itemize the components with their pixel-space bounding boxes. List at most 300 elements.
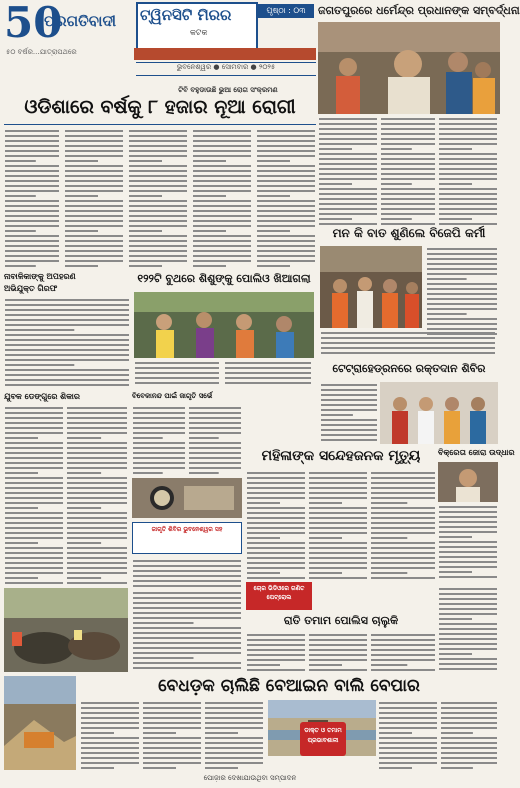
text-line [439, 618, 472, 620]
text-line [5, 527, 63, 529]
text-line [381, 168, 435, 170]
top-right-photo [318, 22, 500, 114]
text-line [67, 567, 127, 569]
text-line [129, 255, 187, 257]
text-line [371, 572, 407, 574]
text-line [309, 572, 342, 574]
text-line [193, 190, 251, 192]
text-line [205, 742, 263, 744]
text-line [67, 452, 127, 454]
text-line [5, 235, 59, 237]
text-line [441, 752, 497, 754]
text-line [439, 516, 497, 518]
text-line [193, 230, 226, 232]
kidnap-subkicker: ଅଭିଯୁକ୍ତ ଗିରଫ [4, 284, 58, 293]
body-text-lines [132, 405, 186, 475]
text-line [441, 762, 497, 764]
text-line [65, 185, 123, 187]
text-line [81, 742, 139, 744]
text-line [371, 492, 435, 494]
anniversary-logo: 50 [4, 0, 63, 47]
text-line [247, 502, 280, 504]
text-line [309, 649, 367, 651]
text-line [65, 140, 123, 142]
text-line [5, 354, 129, 356]
text-line [5, 567, 63, 569]
text-line [133, 407, 185, 409]
text-line [135, 372, 219, 374]
sand-photo [4, 676, 76, 770]
text-line [257, 135, 315, 137]
text-line [5, 150, 59, 152]
text-line [5, 319, 129, 321]
text-line [441, 767, 473, 769]
text-line [427, 288, 497, 290]
masthead-banner-strip [134, 48, 316, 60]
text-line [257, 265, 290, 267]
text-line [189, 462, 241, 464]
body-text-lines [132, 558, 242, 588]
dial-photo-graphic [132, 478, 242, 518]
text-line [371, 522, 435, 524]
text-line [133, 452, 185, 454]
text-line [257, 145, 315, 147]
text-line [257, 150, 315, 152]
text-line [439, 628, 497, 630]
text-line [381, 188, 435, 190]
text-line [65, 240, 123, 242]
text-line [371, 659, 435, 661]
text-line [427, 263, 497, 265]
text-line [5, 359, 129, 361]
text-line [5, 145, 59, 147]
text-line [5, 299, 129, 301]
text-line [193, 255, 251, 257]
body-text-lines [318, 116, 378, 226]
text-line [143, 722, 201, 724]
text-line [133, 632, 241, 634]
text-line [5, 482, 63, 484]
text-line [5, 215, 59, 217]
text-line [205, 707, 263, 709]
text-line [371, 487, 435, 489]
text-line [65, 150, 123, 152]
text-line [129, 190, 187, 192]
text-line [371, 634, 435, 636]
text-line [133, 607, 241, 609]
text-line [381, 223, 435, 225]
text-line [381, 213, 435, 215]
text-line [427, 248, 497, 250]
text-line [379, 767, 412, 769]
text-line [205, 737, 263, 739]
text-line [129, 225, 187, 227]
text-line [5, 185, 59, 187]
text-line [441, 732, 473, 734]
text-line [81, 702, 139, 704]
text-line [257, 175, 315, 177]
text-line [193, 155, 251, 157]
body-text-lines [64, 128, 124, 268]
text-line [193, 220, 251, 222]
body-text-lines [224, 360, 312, 388]
text-line [133, 570, 241, 572]
text-line [441, 717, 497, 719]
text-line [371, 502, 407, 504]
text-line [247, 664, 280, 666]
top-right-text-col1 [318, 116, 378, 226]
text-line [257, 165, 315, 167]
text-line [371, 644, 435, 646]
text-line [65, 235, 123, 237]
text-line [133, 412, 185, 414]
text-line [5, 442, 63, 444]
text-line [65, 245, 123, 247]
text-line [257, 260, 315, 262]
text-line [5, 339, 129, 341]
text-line [205, 757, 263, 759]
text-line [321, 347, 495, 349]
top-right-text-col2 [380, 116, 436, 226]
text-line [427, 278, 467, 280]
text-line [67, 562, 127, 564]
text-line [371, 472, 435, 474]
text-line [247, 567, 305, 569]
text-line [441, 737, 497, 739]
text-line [81, 722, 139, 724]
text-line [65, 205, 123, 207]
text-line [371, 532, 435, 534]
text-line [67, 467, 127, 469]
sand-photo-graphic [4, 676, 76, 770]
text-line [65, 180, 123, 182]
lead-rule [4, 124, 316, 125]
city-name: କଟକ [190, 28, 208, 37]
text-line [81, 737, 139, 739]
text-line [439, 208, 497, 210]
polio-photo [134, 292, 314, 358]
text-line [65, 200, 123, 202]
text-line [133, 585, 241, 587]
blue-highlight-box: ଜାଗୃତି ଶିବିର ଭୁବନେଶ୍ୱର ସହ [132, 522, 242, 554]
text-line [5, 334, 129, 336]
text-line [5, 532, 63, 534]
lead-col3 [128, 128, 188, 268]
text-line [371, 567, 435, 569]
text-line [67, 437, 101, 439]
text-line [439, 213, 497, 215]
text-line [371, 512, 435, 514]
text-line [5, 552, 63, 554]
text-line [193, 170, 251, 172]
text-line [381, 208, 435, 210]
dengue-text1 [4, 405, 64, 585]
police-text2 [308, 632, 368, 672]
text-line [81, 712, 139, 714]
text-line [427, 258, 497, 260]
text-line [381, 153, 435, 155]
text-line [441, 742, 497, 744]
text-line [439, 521, 497, 523]
text-line [81, 747, 139, 749]
text-line [371, 497, 435, 499]
text-line [67, 497, 127, 499]
blood-camp-photo [380, 382, 498, 444]
text-line [67, 522, 127, 524]
text-line [193, 260, 251, 262]
kidnap-kicker: ନାବାଳିକାଙ୍କୁ ଅପହରଣ [4, 272, 76, 281]
text-line [133, 437, 163, 439]
text-line [193, 165, 251, 167]
body-text-lines [4, 128, 60, 268]
red-highlight-box: ଚୋର ଭିଡିଓରେ ଗଣିତ ପେଟ୍ରୋଲ [246, 582, 312, 610]
text-line [5, 155, 59, 157]
body-text-lines [370, 470, 436, 580]
text-line [257, 250, 315, 252]
text-line [143, 752, 201, 754]
text-line [193, 195, 226, 197]
text-line [319, 138, 377, 140]
body-text-lines [308, 632, 368, 672]
body-text-lines [440, 700, 498, 772]
text-line [65, 225, 123, 227]
text-line [439, 653, 472, 655]
text-line [427, 253, 497, 255]
text-line [247, 644, 305, 646]
mann-ki-baat-text2 [320, 330, 496, 358]
text-line [133, 467, 185, 469]
text-line [133, 597, 241, 599]
text-line [321, 419, 377, 421]
text-line [193, 150, 251, 152]
text-line [381, 138, 435, 140]
text-line [133, 472, 163, 474]
text-line [427, 298, 497, 300]
text-line [133, 592, 241, 594]
text-line [133, 647, 241, 649]
text-line [5, 210, 59, 212]
text-line [319, 213, 377, 215]
text-line [5, 180, 59, 182]
text-line [133, 662, 241, 664]
text-line [5, 457, 63, 459]
text-line [205, 747, 263, 749]
text-line [371, 577, 435, 579]
survey-text2 [188, 405, 242, 475]
text-line [65, 155, 123, 157]
text-line [247, 527, 305, 529]
text-line [379, 762, 437, 764]
text-line [371, 547, 435, 549]
dial-photo [132, 478, 242, 518]
text-line [441, 702, 497, 704]
text-line [193, 160, 226, 162]
text-line [5, 220, 59, 222]
text-line [257, 255, 315, 257]
text-line [257, 130, 315, 132]
text-line [133, 627, 241, 629]
body-text-lines [192, 128, 252, 268]
text-line [5, 432, 63, 434]
text-line [309, 507, 367, 509]
meeting-photo-graphic [320, 246, 422, 328]
text-line [193, 225, 251, 227]
text-line [319, 133, 377, 135]
text-line [5, 379, 129, 381]
text-line [257, 195, 290, 197]
text-line [319, 158, 377, 160]
text-line [309, 542, 367, 544]
text-line [319, 188, 377, 190]
text-line [67, 447, 127, 449]
text-line [133, 637, 241, 639]
text-line [5, 349, 129, 351]
text-line [321, 337, 495, 339]
polio-photo-graphic [134, 292, 314, 358]
woman-death-text1 [246, 470, 306, 580]
text-line [67, 457, 127, 459]
text-line [129, 160, 162, 162]
text-line [321, 404, 377, 406]
text-line [189, 467, 241, 469]
text-line [379, 737, 437, 739]
text-line [5, 309, 129, 311]
text-line [205, 722, 263, 724]
text-line [65, 165, 123, 167]
text-line [129, 140, 187, 142]
text-line [5, 547, 63, 549]
text-line [5, 384, 129, 386]
text-line [319, 128, 377, 130]
text-line [67, 482, 127, 484]
vendor-photo [438, 462, 498, 502]
lead-col1 [4, 128, 60, 268]
text-line [189, 452, 241, 454]
text-line [133, 462, 185, 464]
text-line [67, 432, 127, 434]
text-line [205, 732, 238, 734]
text-line [189, 427, 241, 429]
text-line [247, 507, 305, 509]
text-line [133, 612, 241, 614]
text-line [133, 422, 185, 424]
text-line [133, 602, 241, 604]
text-line [439, 551, 497, 553]
text-line [379, 712, 437, 714]
text-line [133, 652, 241, 654]
text-line [309, 644, 367, 646]
text-line [189, 422, 241, 424]
text-line [247, 487, 305, 489]
text-line [193, 265, 226, 267]
text-line [371, 562, 435, 564]
text-line [439, 643, 497, 645]
text-line [5, 170, 59, 172]
text-line [81, 707, 139, 709]
text-line [439, 658, 497, 660]
text-line [319, 123, 377, 125]
body-text-lines [320, 382, 378, 444]
mann-ki-baat-text [426, 246, 498, 336]
text-line [5, 577, 38, 579]
text-line [321, 434, 377, 436]
text-line [5, 314, 129, 316]
text-line [439, 608, 497, 610]
text-line [427, 313, 467, 315]
text-line [321, 342, 495, 344]
text-line [5, 582, 63, 584]
text-line [309, 654, 367, 656]
body-text-lines [66, 405, 128, 585]
text-line [225, 362, 311, 364]
text-line [193, 210, 251, 212]
text-line [371, 639, 435, 641]
text-line [427, 308, 497, 310]
text-line [133, 417, 185, 419]
lead-headline: ଓଡିଶାରେ ବର୍ଷକୁ ୮ ହଜାର ନୂଆ ରୋଗୀ [24, 96, 296, 118]
text-line [319, 223, 377, 225]
text-line [67, 527, 127, 529]
lead-col4 [192, 128, 252, 268]
text-line [193, 205, 251, 207]
body-text-lines [438, 504, 498, 582]
text-line [309, 634, 367, 636]
dengue-text2 [66, 405, 128, 585]
text-line [133, 457, 185, 459]
text-line [5, 250, 59, 252]
text-line [5, 572, 63, 574]
text-line [5, 230, 36, 232]
text-line [5, 255, 59, 257]
text-line [321, 332, 495, 334]
body-text-lines [188, 405, 242, 475]
text-line [247, 482, 305, 484]
text-line [439, 526, 497, 528]
text-line [5, 225, 59, 227]
text-line [67, 517, 127, 519]
text-line [371, 507, 435, 509]
text-line [309, 669, 367, 671]
sand-text4 [378, 700, 438, 772]
body-text-lines [256, 128, 316, 268]
text-line [247, 577, 305, 579]
bottom-headline: ବେଧଡ଼କ ଚାଲିଛି ବେଆଇନ ବାଲି ବେପାର [158, 676, 420, 696]
text-line [67, 507, 101, 509]
text-line [5, 472, 38, 474]
text-line [81, 757, 139, 759]
text-line [5, 562, 63, 564]
text-line [257, 215, 315, 217]
text-line [309, 639, 367, 641]
police-headline: ରାତି ତମାମ ପୋଲିସ ଚାଲୁକି [283, 614, 399, 627]
text-line [65, 210, 123, 212]
text-line [5, 447, 63, 449]
text-line [189, 457, 241, 459]
text-line [439, 531, 497, 533]
text-line [5, 175, 59, 177]
text-line [5, 130, 59, 132]
text-line [439, 163, 497, 165]
mann-ki-baat-headline: ମନ କି ବାତ ଶୁଣିଲେ ବିଜେପି କର୍ମୀ [332, 226, 486, 240]
text-line [5, 304, 129, 306]
text-line [193, 235, 251, 237]
text-line [67, 477, 127, 479]
text-line [321, 352, 495, 354]
text-line [371, 552, 435, 554]
text-line [319, 203, 377, 205]
text-line [133, 565, 241, 567]
text-line [129, 205, 187, 207]
